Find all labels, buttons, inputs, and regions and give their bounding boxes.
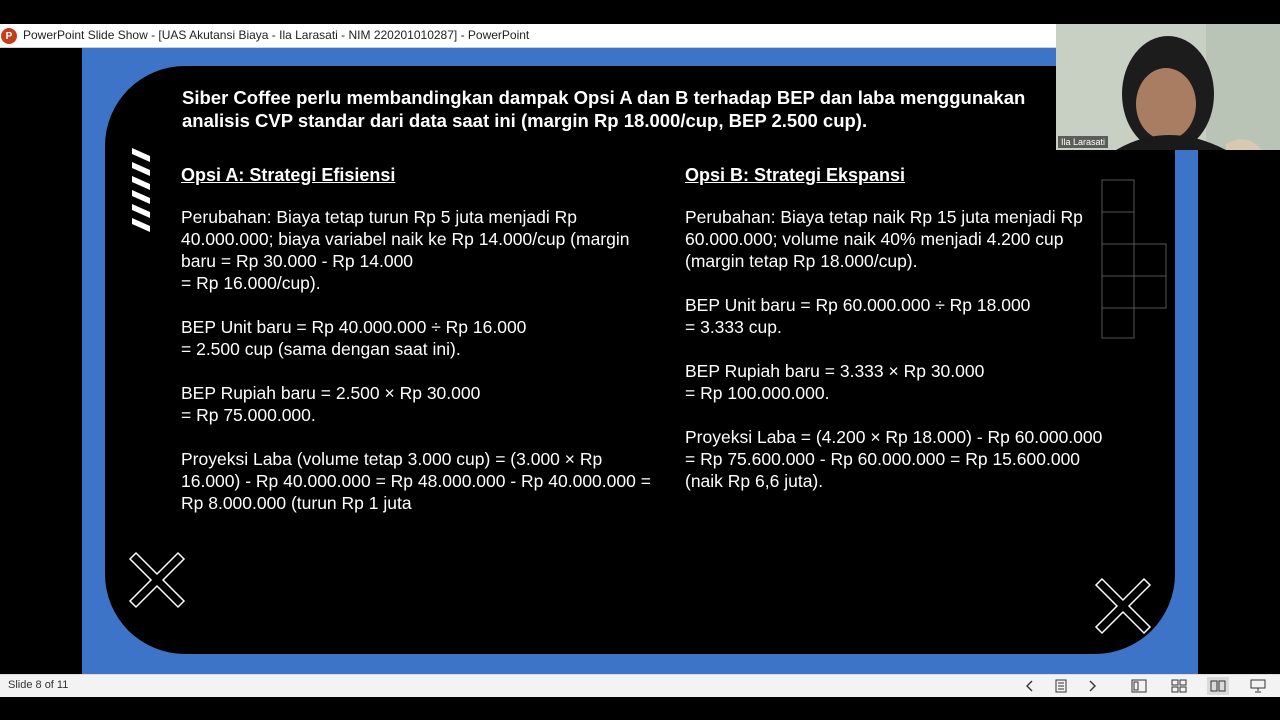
status-bar [0,674,1280,697]
option-b-paragraph: BEP Unit baru = Rp 60.000.000 ÷ Rp 18.000 = 3.333 cup. [685,295,1031,337]
slide-menu-button[interactable] [1050,677,1072,695]
option-b-paragraph: Perubahan: Biaya tetap naik Rp 15 juta menjadi Rp 60.000.000; volume naik 40% menjadi 4.200 cup (margin tetap Rp 18.000/cup). [685,207,1083,271]
option-a-title: Opsi A: Strategi Efisiensi [181,165,396,185]
option-a-paragraph: Proyeksi Laba (volume tetap 3.000 cup) = (3.000 × Rp 16.000) - Rp 40.000.000 = Rp 48.000.000 - Rp 40.000.000 = Rp 8.000.000 (turun Rp 1 juta [181,449,651,513]
option-a-column [181,164,651,536]
grid-icon [1171,679,1187,693]
normal-view-icon [1131,679,1147,693]
normal-view-button[interactable] [1128,677,1150,695]
option-b-paragraph: BEP Rupiah baru = 3.333 × Rp 30.000 = Rp 100.000.000. [685,361,985,403]
slide-counter: Slide 8 of 11 [8,679,69,691]
chevron-right-icon [1086,680,1098,692]
powerpoint-icon: P [1,28,17,44]
participant-name: Ila Larasati [1058,136,1108,148]
x-outline-decoration-right [1094,577,1152,635]
x-outline-decoration-left [128,551,186,609]
menu-icon [1054,679,1068,693]
window-title: PowerPoint Slide Show - [UAS Akutansi Biaya - Ila Larasati - NIM 220201010287] - PowerPoint [23,28,530,42]
diagonal-stripes-decoration [130,148,152,234]
option-a-paragraph: BEP Unit baru = Rp 40.000.000 ÷ Rp 16.000 = 2.500 cup (sama dengan saat ini). [181,317,527,359]
option-b-title: Opsi B: Strategi Ekspansi [685,165,906,185]
grid-decoration [1099,178,1167,340]
chevron-left-icon [1024,680,1036,692]
slide-sorter-button[interactable] [1168,677,1190,695]
slide-show-button[interactable] [1247,677,1269,695]
option-a-paragraph: Perubahan: Biaya tetap turun Rp 5 juta menjadi Rp 40.000.000; biaya variabel naik ke Rp 14.000/cup (margin baru = Rp 30.000 - Rp 14.000 = Rp 16.000/cup). [181,207,630,293]
reading-view-button[interactable] [1207,677,1229,695]
presentation-icon [1250,679,1266,693]
option-a-paragraph: BEP Rupiah baru = 2.500 × Rp 30.000 = Rp 75.000.000. [181,383,481,425]
option-b-column [685,164,1105,514]
previous-slide-button[interactable] [1019,677,1041,695]
slide-heading: Siber Coffee perlu membandingkan dampak Opsi A dan B terhadap BEP dan laba menggunakan analisis CVP standar dari data saat ini (margin Rp 18.000/cup, BEP 2.500 cup). [182,87,1026,131]
presenter-video [1056,24,1280,150]
next-slide-button[interactable] [1081,677,1103,695]
option-b-paragraph: Proyeksi Laba = (4.200 × Rp 18.000) - Rp 60.000.000 = Rp 75.600.000 - Rp 60.000.000 = Rp 15.600.000 (naik Rp 6,6 juta). [685,427,1103,491]
book-icon [1210,679,1226,693]
webcam-overlay [1056,24,1280,150]
